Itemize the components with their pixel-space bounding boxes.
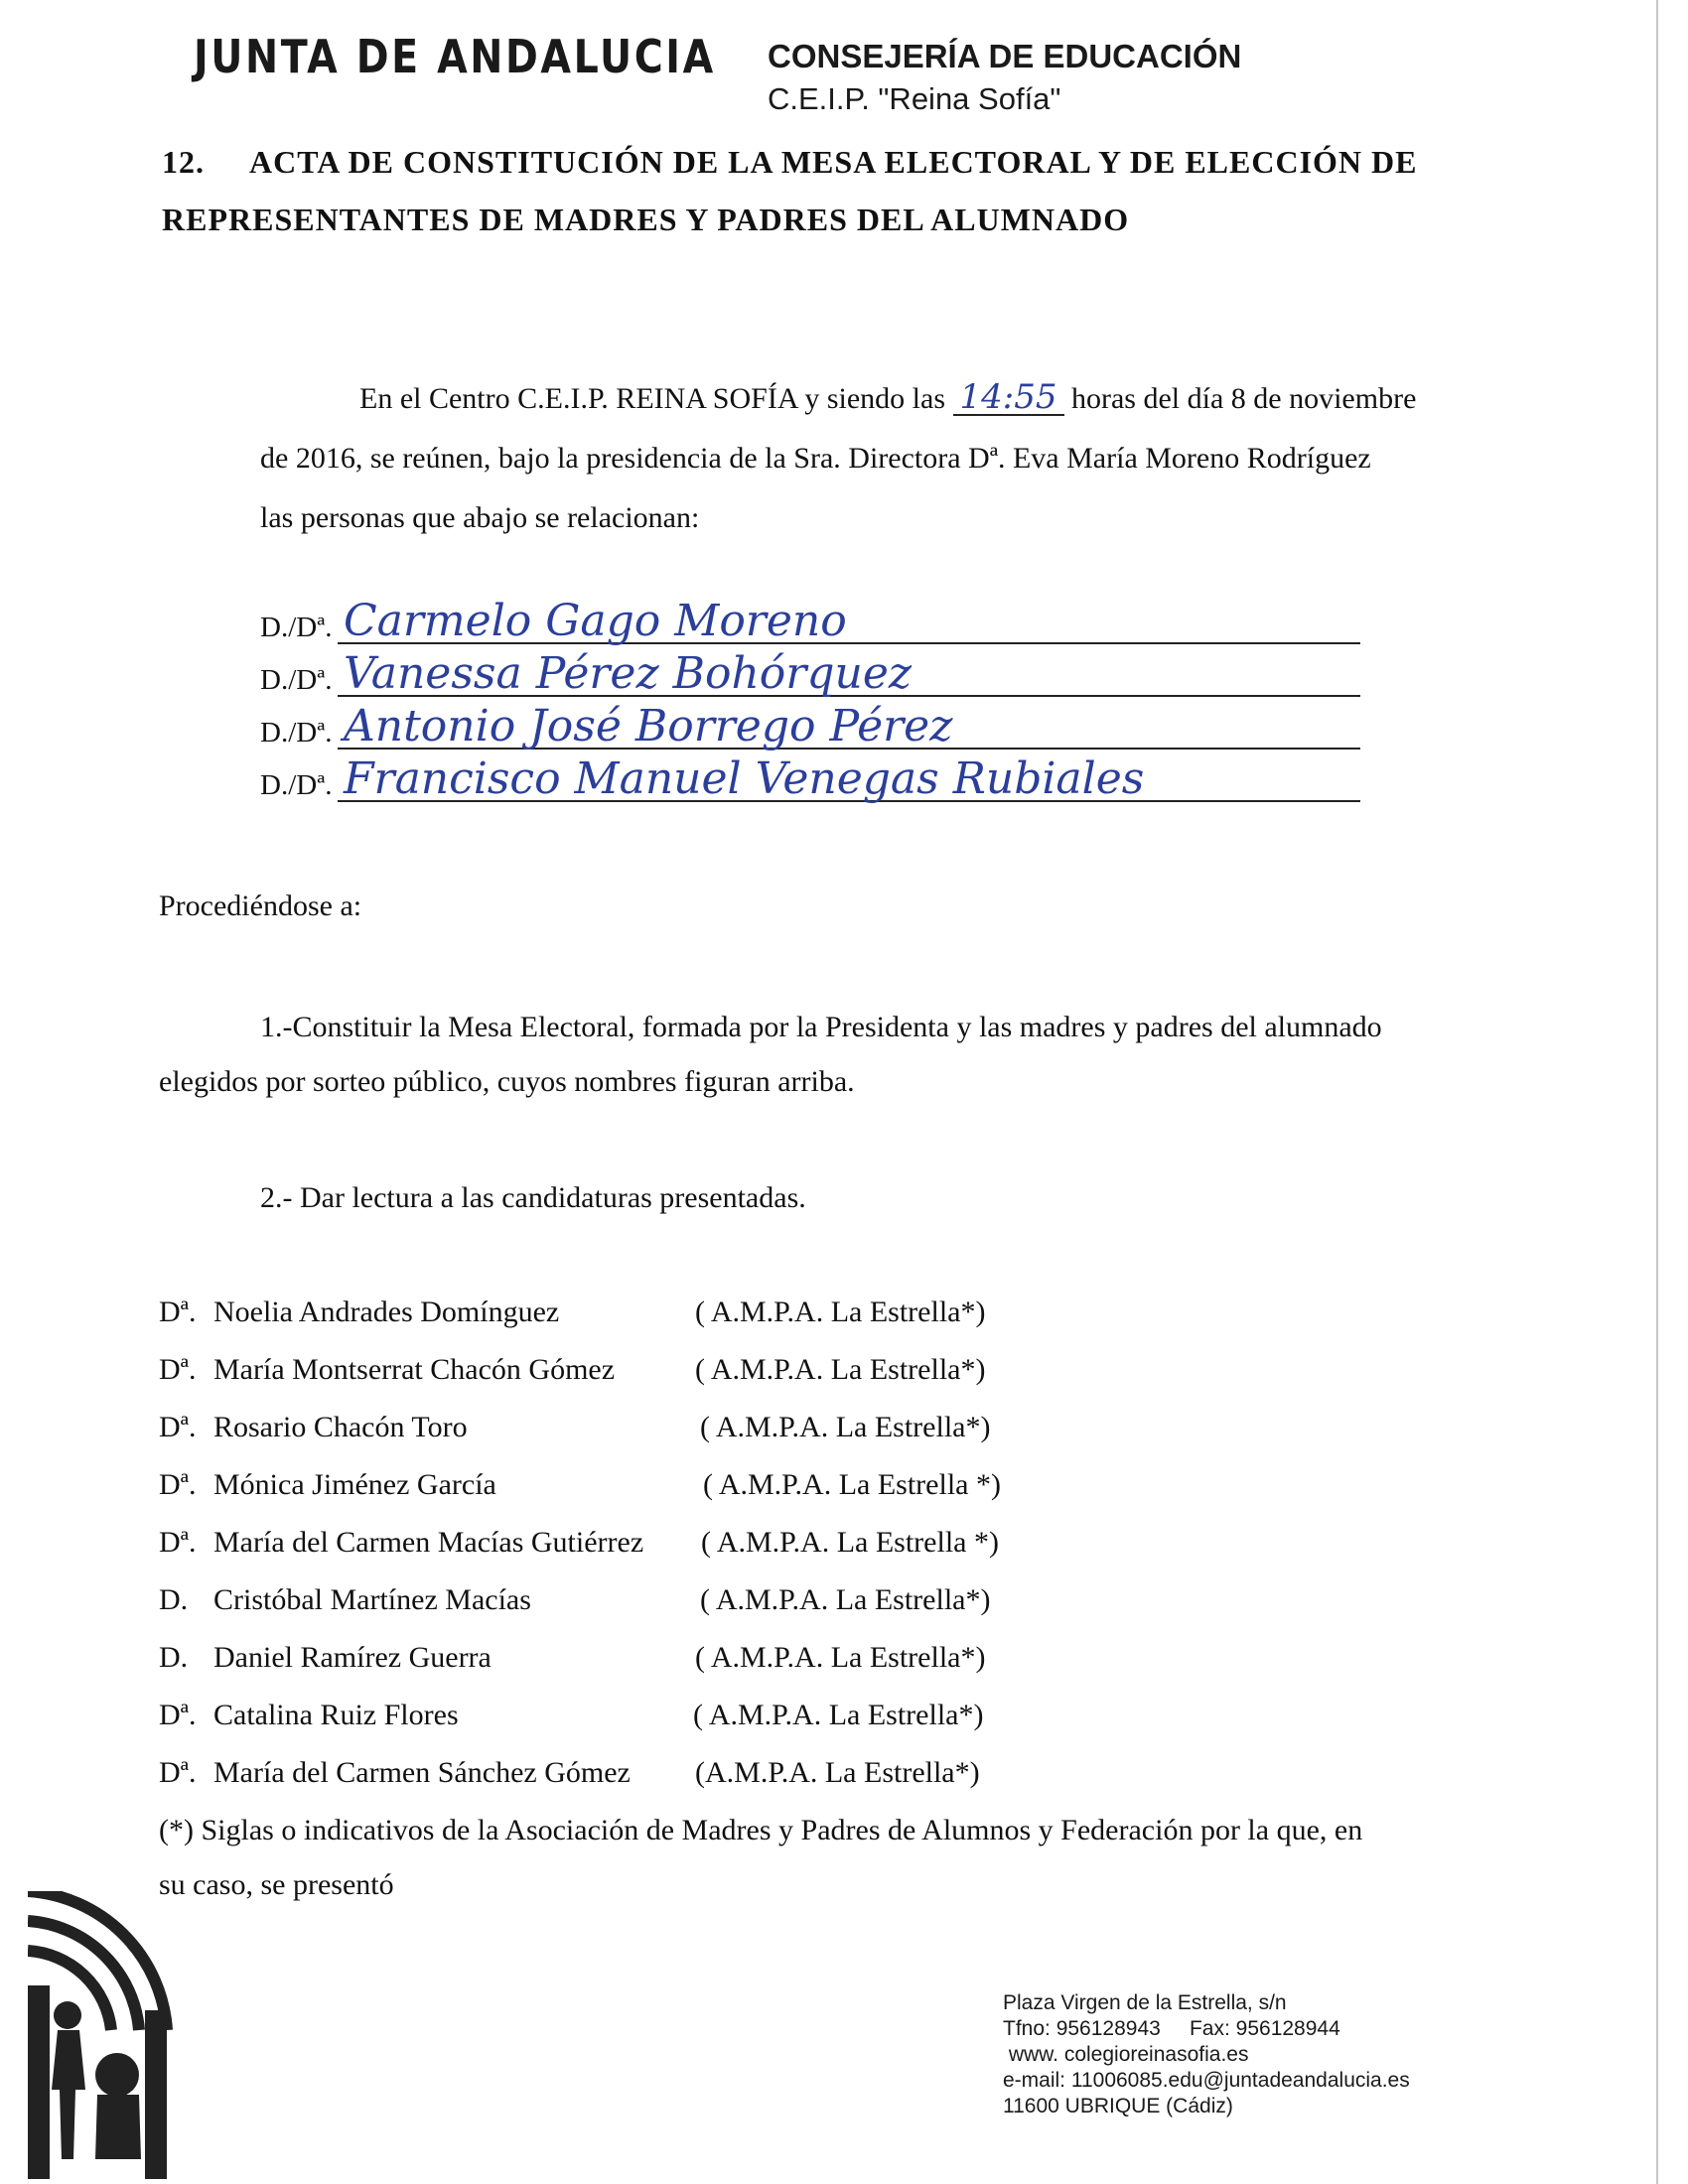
candidate-row: Dª. Rosario Chacón Toro ( A.M.P.A. La Estrella*) (159, 1411, 991, 1443)
phone-fax: Tfno: 956128943 Fax: 956128944 (1003, 2017, 1340, 2040)
ministry-name: CONSEJERÍA DE EDUCACIÓN (768, 38, 1242, 74)
address: Plaza Virgen de la Estrella, s/n (1003, 1991, 1287, 2014)
candidate-name: Cristóbal Martínez Macías (213, 1583, 531, 1616)
candidate-row: D. Cristóbal Martínez Macías ( A.M.P.A. La Estrella*) (159, 1583, 991, 1616)
intro-line-3: las personas que abajo se relacionan: (260, 501, 700, 534)
candidate-association: (A.M.P.A. La Estrella*) (695, 1756, 980, 1789)
candidate-name: María Montserrat Chacón Gómez (213, 1353, 616, 1386)
candidate-row: Dª. Mónica Jiménez García ( A.M.P.A. La Estrella *) (159, 1468, 1001, 1501)
email: e-mail: 11006085.edu@juntadeandalucia.es (1003, 2069, 1410, 2092)
title-line-1: ACTA DE CONSTITUCIÓN DE LA MESA ELECTORAL Y DE ELECCIÓN DE (249, 144, 1418, 180)
member-line: D./Dª. Francisco Manuel Venegas Rubiales (260, 749, 1362, 808)
scan-edge-line (1656, 0, 1658, 2184)
member-signature-name: Antonio José Borrego Pérez (344, 701, 953, 751)
candidate-name: Noelia Andrades Domínguez (213, 1296, 560, 1328)
step-1-line-2: elegidos por sorteo público, cuyos nombres figuran arriba. (159, 1065, 855, 1098)
member-signature-name: Vanessa Pérez Bohórquez (344, 648, 913, 699)
member-line: D./Dª. Antonio José Borrego Pérez (260, 696, 1362, 755)
candidate-name: Catalina Ruiz Flores (213, 1699, 459, 1731)
candidate-association: ( A.M.P.A. La Estrella*) (700, 1411, 991, 1443)
school-contact-footer (1003, 1990, 1410, 2119)
handwritten-time: 14:55 (953, 380, 1064, 416)
candidate-association: ( A.M.P.A. La Estrella *) (703, 1468, 1001, 1501)
candidate-row: Dª. María del Carmen Macías Gutiérrez ( A.M.P.A. La Estrella *) (159, 1526, 999, 1559)
website: www. colegioreinasofia.es (1003, 2043, 1249, 2066)
school-name: C.E.I.P. "Reina Sofía" (768, 81, 1061, 116)
candidate-association: ( A.M.P.A. La Estrella*) (695, 1353, 986, 1386)
candidate-name: María del Carmen Macías Gutiérrez (213, 1526, 644, 1559)
member-signature-name: Carmelo Gago Moreno (344, 596, 847, 646)
candidate-name: Mónica Jiménez García (213, 1468, 496, 1501)
footnote-line-1: (*) Siglas o indicativos de la Asociación de Madres y Padres de Alumnos y Federación por la que, en (159, 1814, 1363, 1846)
intro-line-2: de 2016, se reúnen, bajo la presidencia de la Sra. Directora Dª. Eva María Moreno Rodríguez (260, 442, 1371, 475)
candidate-row: Dª. María del Carmen Sánchez Gómez (A.M.P.A. La Estrella*) (159, 1756, 980, 1789)
junta-andalucia-emblem (28, 1891, 177, 2179)
city: 11600 UBRIQUE (Cádiz) (1003, 2095, 1233, 2117)
candidate-association: ( A.M.P.A. La Estrella*) (693, 1699, 984, 1731)
candidate-association: ( A.M.P.A. La Estrella *) (701, 1526, 999, 1559)
candidate-association: ( A.M.P.A. La Estrella*) (700, 1583, 991, 1616)
intro-line-1: En el Centro C.E.I.P. REINA SOFÍA y siendo las 14:55 horas del día 8 de noviembre (359, 377, 1417, 417)
institution-logotype: JUNTA DE ANDALUCIA (194, 30, 716, 83)
candidate-name: María del Carmen Sánchez Gómez (213, 1756, 631, 1789)
member-line: D./Dª. Carmelo Gago Moreno (260, 591, 1362, 650)
step-2: 2.- Dar lectura a las candidaturas presentadas. (260, 1181, 806, 1214)
candidate-name: Rosario Chacón Toro (213, 1411, 468, 1443)
title-line-2: REPRESENTANTES DE MADRES Y PADRES DEL ALUMNADO (162, 202, 1130, 237)
footnote-line-2: su caso, se presentó (159, 1868, 394, 1901)
candidate-row: Dª. Noelia Andrades Domínguez ( A.M.P.A. La Estrella*) (159, 1296, 986, 1328)
title-number: 12. (162, 144, 205, 180)
candidate-name: Daniel Ramírez Guerra (213, 1641, 492, 1674)
proceeding-label: Procediéndose a: (159, 889, 362, 922)
member-line: D./Dª. Vanessa Pérez Bohórquez (260, 643, 1362, 703)
candidate-row: Dª. María Montserrat Chacón Gómez ( A.M.P.A. La Estrella*) (159, 1353, 986, 1386)
candidate-row: Dª. Catalina Ruiz Flores ( A.M.P.A. La Estrella*) (159, 1699, 984, 1731)
member-signature-name: Francisco Manuel Venegas Rubiales (344, 753, 1145, 804)
document-title (162, 133, 1542, 248)
candidate-association: ( A.M.P.A. La Estrella*) (695, 1296, 986, 1328)
candidate-association: ( A.M.P.A. La Estrella*) (695, 1641, 986, 1674)
candidate-row: D. Daniel Ramírez Guerra ( A.M.P.A. La Estrella*) (159, 1641, 986, 1674)
step-1-line-1: 1.-Constituir la Mesa Electoral, formada por la Presidenta y las madres y padres del alumnado (260, 1011, 1382, 1043)
